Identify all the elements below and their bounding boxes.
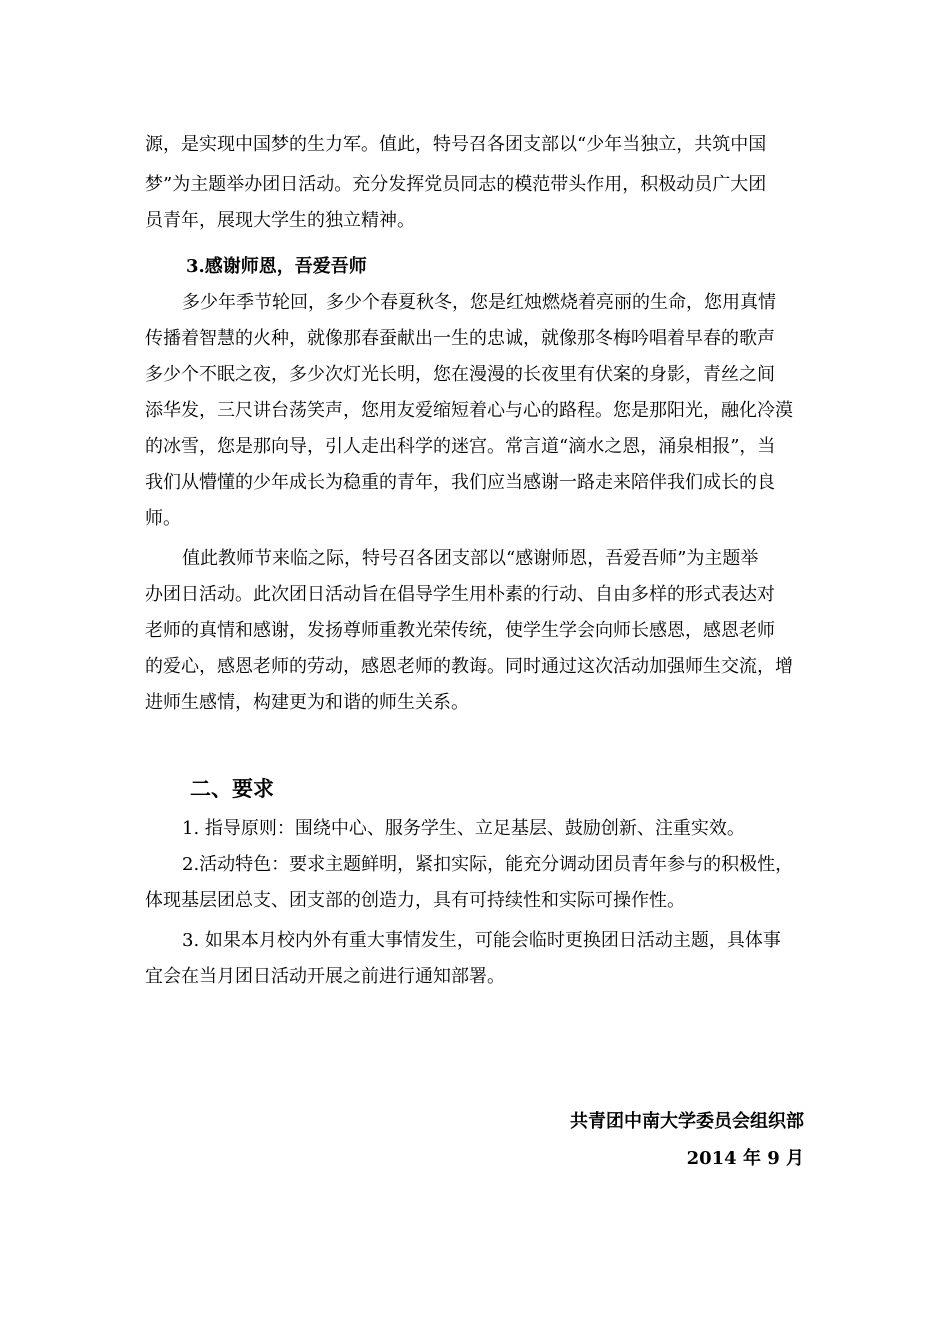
requirements-heading: 二、要求 [190,776,274,801]
continuation-line: 梦”为主题举办团日活动。充分发挥党员同志的模范带头作用，积极动员广大团 [145,174,767,195]
signature-org: 共青团中南大学委员会组织部 [570,1111,804,1132]
paragraph-line: 办团日活动。此次团日活动旨在倡导学生用朴素的行动、自由多样的形式表达对 [145,584,775,605]
requirement-item: 2.活动特色：要求主题鲜明，紧扣实际，能充分调动团员青年参与的积极性， [182,854,794,875]
paragraph-line: 多少个不眠之夜，多少次灯光长明，您在漫漫的长夜里有伏案的身影，青丝之间 [145,364,775,385]
requirement-item: 体现基层团总支、团支部的创造力，具有可持续性和实际可操作性。 [145,890,685,911]
paragraph-line: 添华发，三尺讲台荡笑声，您用友爱缩短着心与心的路程。您是那阳光，融化冷漠 [145,400,793,421]
paragraph-line: 师。 [145,508,181,529]
paragraph-line: 传播着智慧的火种，就像那春蚕献出一生的忠诚，就像那冬梅吟唱着早春的歌声 [145,328,775,349]
section-3-title: 3.感谢师恩，吾爱吾师 [186,256,367,277]
paragraph-line: 多少年季节轮回，多少个春夏秋冬，您是红烛燃烧着亮丽的生命，您用真情 [182,292,776,313]
requirement-item: 宜会在当月团日活动开展之前进行通知部署。 [145,966,505,987]
paragraph-line: 的冰雪，您是那向导，引人走出科学的迷宫。常言道“滴水之恩，涌泉相报”，当 [145,436,776,457]
paragraph-line: 老师的真情和感谢，发扬尊师重教光荣传统，使学生学会向师长感恩，感恩老师 [145,620,775,641]
paragraph-line: 值此教师节来临之际，特号召各团支部以“感谢师恩，吾爱吾师”为主题举 [182,548,759,569]
paragraph-line: 我们从懵懂的少年成长为稳重的青年，我们应当感谢一路走来陪伴我们成长的良 [145,472,775,493]
requirement-item: 3. 如果本月校内外有重大事情发生，可能会临时更换团日活动主题，具体事 [182,930,781,951]
paragraph-line: 进师生感情，构建更为和谐的师生关系。 [145,692,469,713]
requirement-item: 1. 指导原则：围绕中心、服务学生、立足基层、鼓励创新、注重实效。 [182,818,745,839]
paragraph-line: 的爱心，感恩老师的劳动，感恩老师的教诲。同时通过这次活动加强师生交流，增 [145,656,793,677]
continuation-line: 员青年，展现大学生的独立精神。 [145,210,415,231]
signature-date: 2014 年 9 月 [686,1148,804,1169]
continuation-line: 源，是实现中国梦的生力军。值此，特号召各团支部以“少年当独立，共筑中国 [145,134,767,155]
